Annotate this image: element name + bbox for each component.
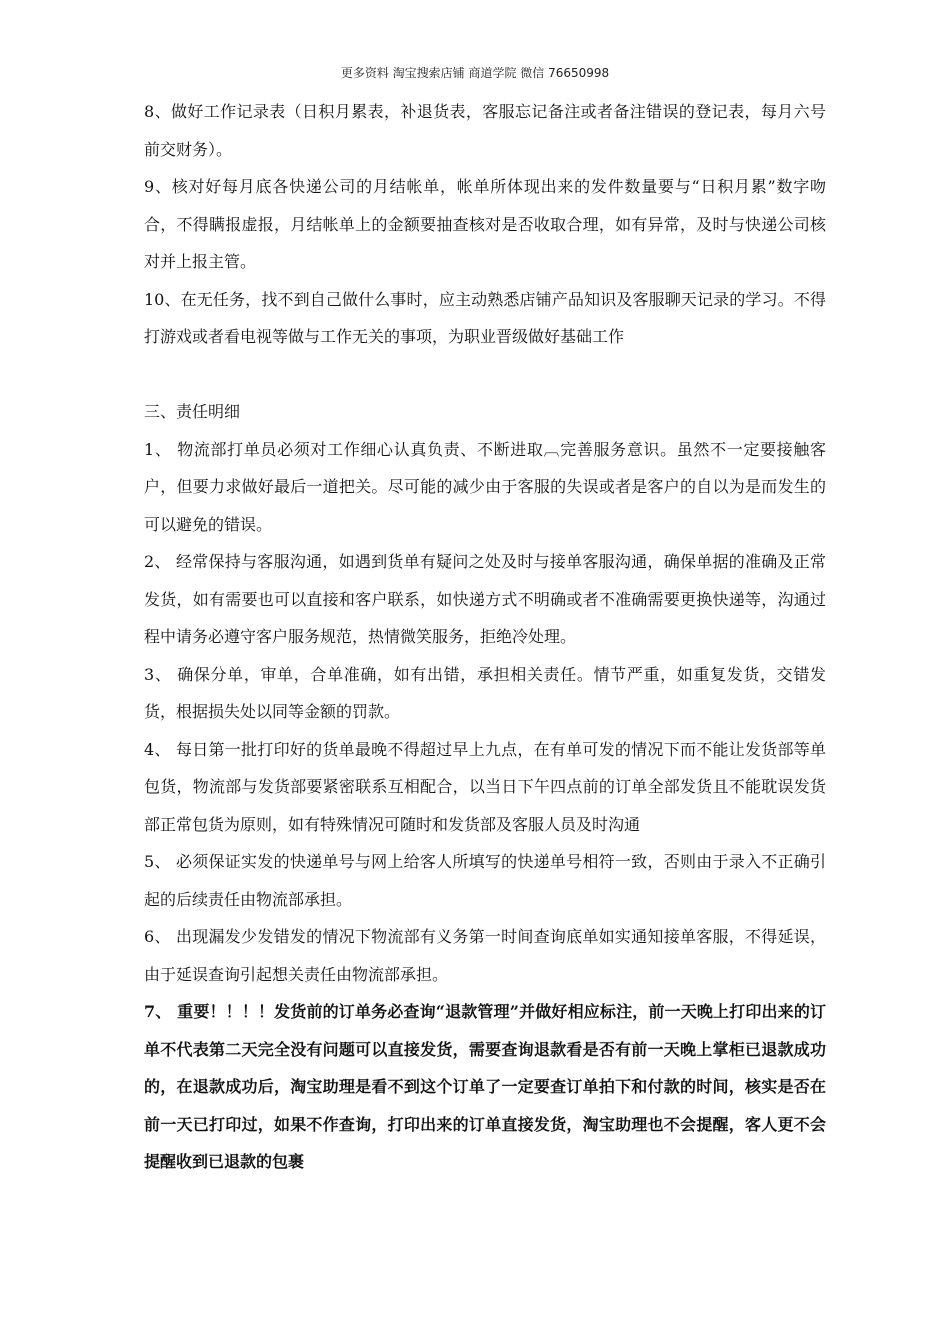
duty-item-4: 4、 每日第一批打印好的货单最晚不得超过早上九点，在有单可发的情况下而不能让发货部等单包货，物流部与发货部要紧密联系互相配合，以当日下午四点前的订单全部发货且不能耽误发货部正常包货为原则，如有特殊情况可随时和发货部及客服人员及时沟通: [144, 739, 826, 834]
paragraph-item-8: 8、做好工作记录表（日积月累表，补退货表，客服忘记备注或者备注错误的登记表，每月六号前交财务）。: [144, 102, 826, 159]
page-header: 更多资料 淘宝搜索店铺 商道学院 微信 76650998: [340, 66, 610, 80]
duty-item-7-important: 7、 重要！！！！发货前的订单务必查询“退款管理”并做好相应标注，前一天晚上打印出来的订单不代表第二天完全没有问题可以直接发货，需要查询退款看是否有前一天晚上掌柜已退款成功的，在退款成功后，淘宝助理是看不到这个订单了一定要查订单拍下和付款的时间，核实是否在前一天已打印过，如果不作查询，打印出来的订单直接发货，淘宝助理也不会提醒，客人更不会提醒收到已退款的包裹: [144, 1002, 826, 1171]
document-body: [144, 93, 826, 1181]
duty-item-6: 6、 出现漏发少发错发的情况下物流部有义务第一时间查询底单如实通知接单客服，不得延误，由于延误查询引起想关责任由物流部承担。: [144, 927, 826, 984]
duty-item-2: 2、 经常保持与客服沟通，如遇到货单有疑问之处及时与接单客服沟通，确保单据的准确及正常发货，如有需要也可以直接和客户联系，如快递方式不明确或者不准确需要更换快递等，沟通过程中请务必遵守客户服务规范，热情微笑服务，拒绝冷处理。: [144, 552, 826, 646]
duty-item-1: 1、 物流部打单员必须对工作细心认真负责、不断进取︹完善服务意识。虽然不一定要接触客户，但要力求做好最后一道把关。尽可能的减少由于客服的失误或者是客户的自以为是而发生的可以避免的错误。: [144, 439, 826, 534]
paragraph-item-9: 9、核对好每月底各快递公司的月结帐单，帐单所体现出来的发件数量要与“日积月累”数字吻合，不得瞒报虚报，月结帐单上的金额要抽查核对是否收取合理，如有异常，及时与快递公司核对并上报主管。: [144, 177, 826, 271]
blank-line: [144, 356, 826, 394]
duty-item-3: 3、 确保分单，审单，合单准确，如有出错，承担相关责任。情节严重，如重复发货，交错发货，根据损失处以同等金额的罚款。: [144, 664, 826, 721]
section-title: 三、责任明细: [144, 402, 241, 421]
duty-item-5: 5、 必须保证实发的快递单号与网上给客人所填写的快递单号相符一致，否则由于录入不正确引起的后续责任由物流部承担。: [144, 852, 826, 909]
paragraph-item-10: 10、在无任务，找不到自己做什么事时，应主动熟悉店铺产品知识及客服聊天记录的学习。不得打游戏或者看电视等做与工作无关的事项，为职业晋级做好基础工作: [144, 289, 826, 346]
